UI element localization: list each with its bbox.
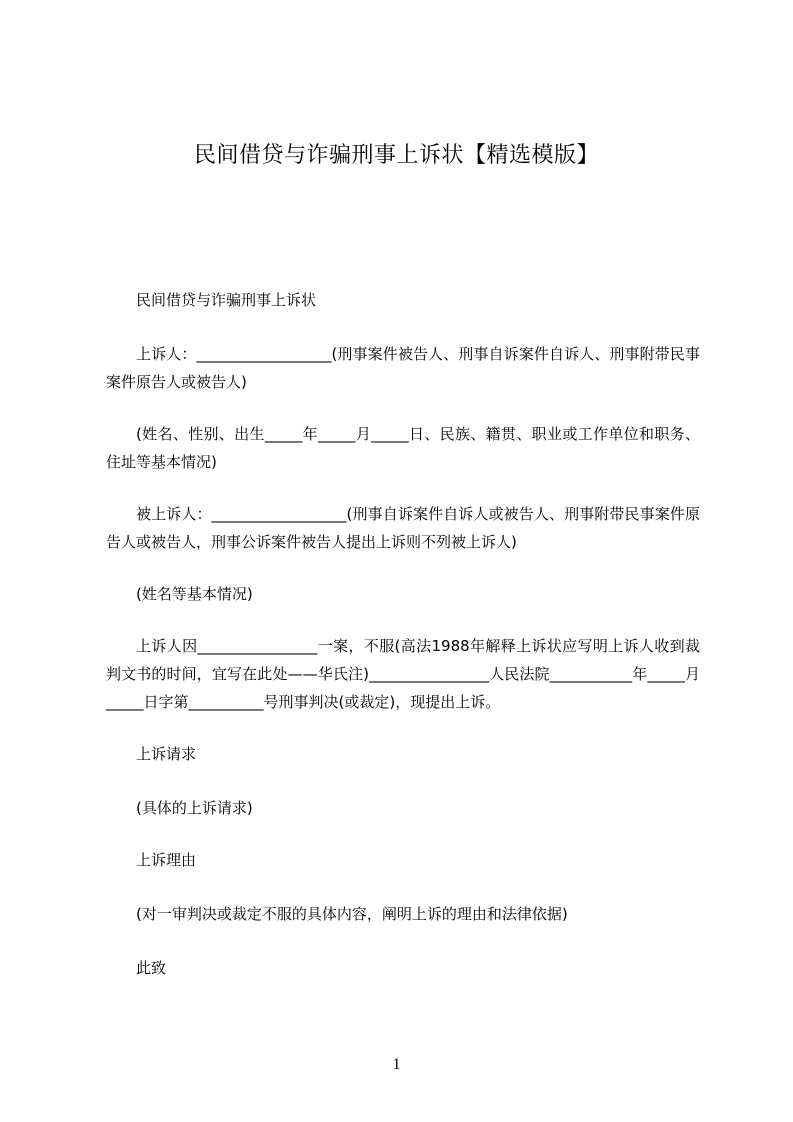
paragraph-appellant: 上诉人：__________________(刑事案件被告人、刑事自诉案件自诉人、刑事附带民事案件原告人或被告人): [106, 345, 700, 391]
paragraph-appeal-reason-heading: 上诉理由: [136, 851, 197, 869]
page-number: 1: [392, 1056, 401, 1073]
paragraph-appeal-request: (具体的上诉请求): [136, 799, 253, 817]
paragraph-appellee-info: (姓名等基本情况): [136, 585, 253, 603]
paragraph-appellee: 被上诉人：__________________(刑事自诉案件自诉人或被告人、刑事附带民事案件原告人或被告人，刑事公诉案件被告人提出上诉则不列被上诉人): [106, 505, 700, 551]
paragraph-closing: 此致: [136, 959, 167, 977]
paragraph-appeal-reason: (对一审判决或裁定不服的具体内容，阐明上诉的理由和法律依据): [136, 905, 568, 923]
paragraph-appellant-info: (姓名、性别、出生_____年_____月_____日、民族、籍贯、职业或工作单位和职务、住址等基本情况): [106, 425, 700, 471]
paragraph-appeal-request-heading: 上诉请求: [136, 745, 197, 763]
paragraph-appeal-statement: 上诉人因________________一案，不服(高法1988年解释上诉状应写明上诉人收到裁判文书的时间，宜写在此处——华氏注)________________人民法院___________年_____月_____日字第__________号刑事判决(或裁定)，现提出上诉。: [106, 637, 700, 711]
document-title: 民间借贷与诈骗刑事上诉状【精选模版】: [193, 143, 599, 168]
paragraph-heading: 民间借贷与诈骗刑事上诉状: [136, 291, 317, 309]
